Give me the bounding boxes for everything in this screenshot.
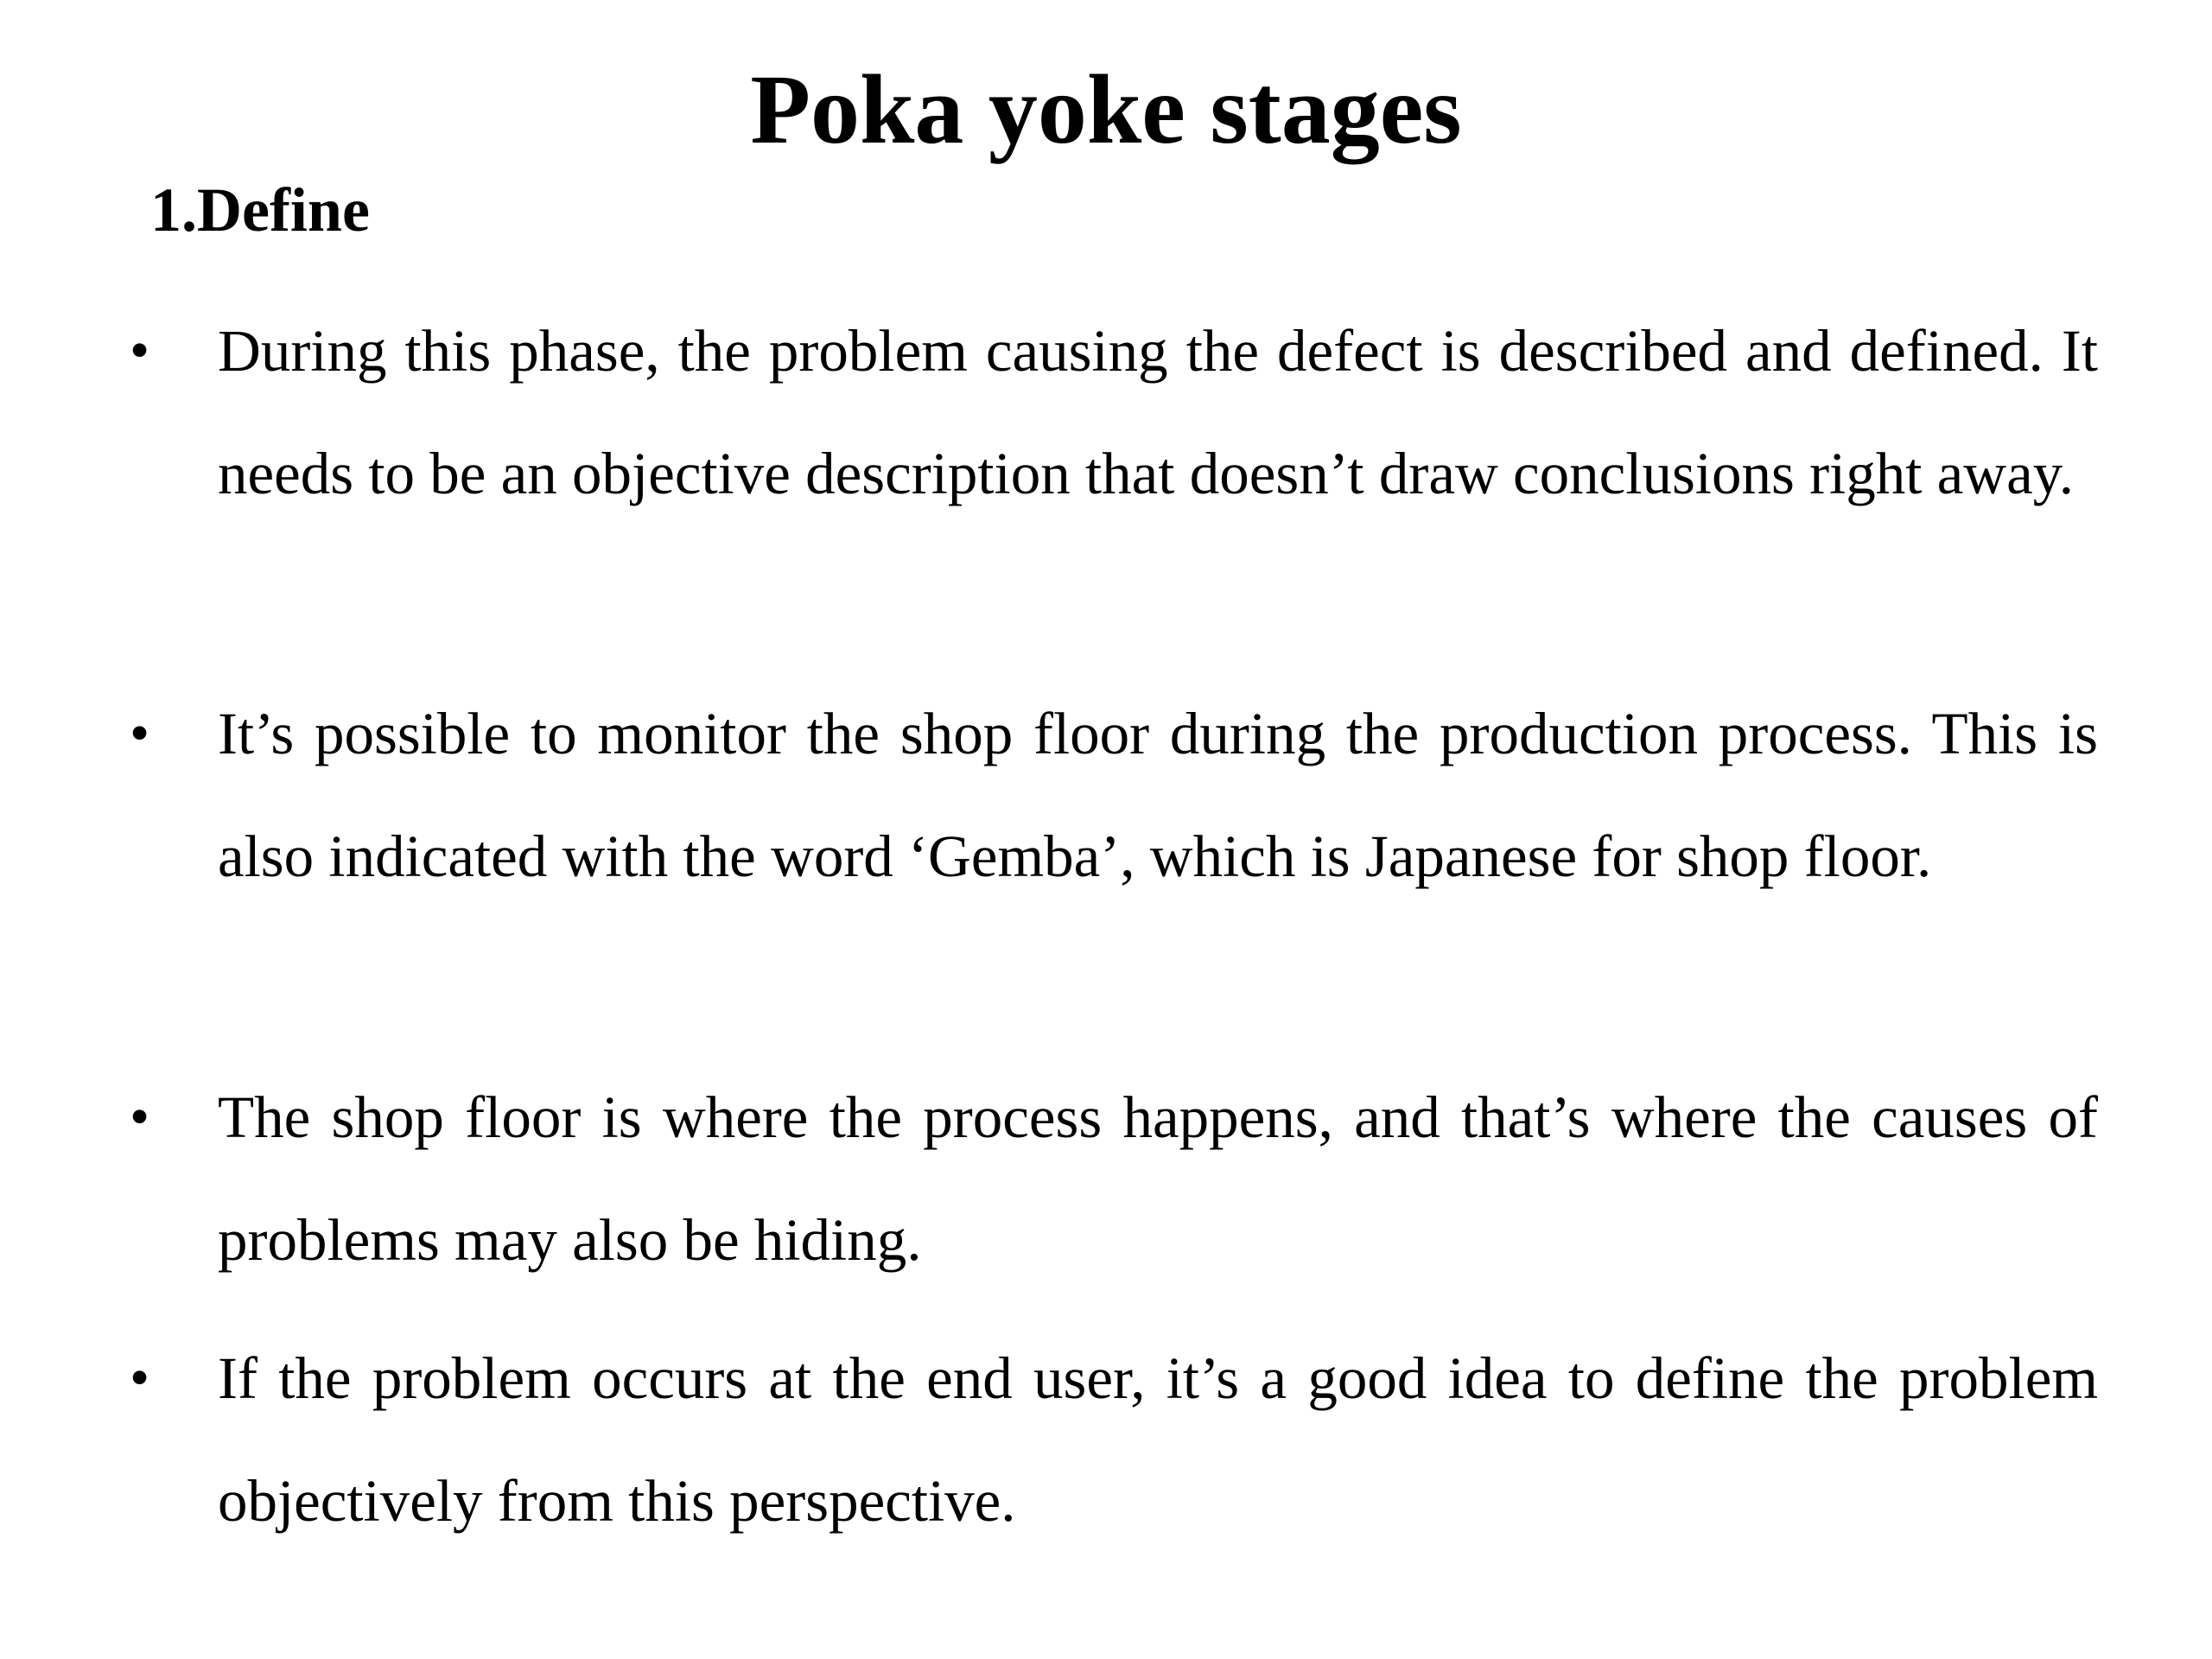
section-heading: 1.Define	[150, 175, 370, 245]
bullet-icon: •	[130, 1085, 150, 1148]
bullet-text: The shop floor is where the process happens, and that’s where the causes of problems may also be hiding.	[218, 1084, 2098, 1273]
bullet-text: During this phase, the problem causing the defect is described and defined. It needs to be an objective description that doesn’t draw conclusions right away.	[218, 318, 2098, 506]
slide-title: Poka yoke stages	[750, 54, 1462, 164]
bullet-text: It’s possible to monitor the shop floor during the production process. This is also indicated with the word ‘Gemba’, which is Japanese for shop floor.	[218, 701, 2098, 889]
bullet-icon: •	[130, 319, 150, 382]
bullet-icon: •	[130, 1346, 150, 1409]
bullet-text: If the problem occurs at the end user, it’s a good idea to define the problem objectively from this perspective.	[218, 1345, 2098, 1534]
bullet-icon: •	[130, 702, 150, 765]
